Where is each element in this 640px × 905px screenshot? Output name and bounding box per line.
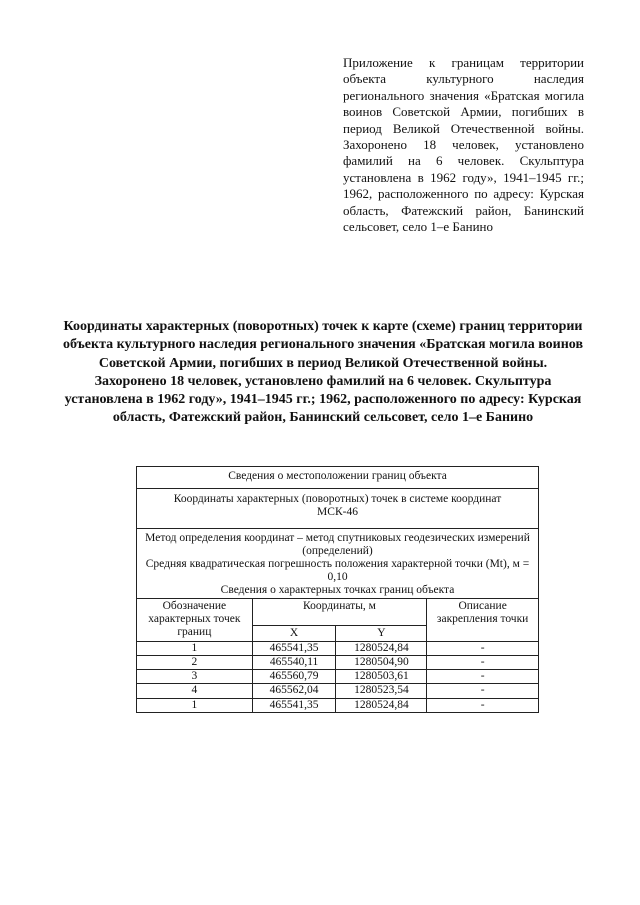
table-row [137, 656, 539, 670]
points-header-text: Сведения о характерных точках границ объекта [220, 584, 455, 597]
cell-y: 1280524,84 [336, 641, 427, 655]
cell-description: - [427, 670, 539, 684]
col-header-x: X [252, 625, 336, 641]
table-row [137, 670, 539, 684]
table-section-row [137, 528, 539, 598]
table-section-row [137, 467, 539, 489]
col-header-designation: Обозначение характерных точек границ [137, 598, 253, 641]
table-section-row [137, 489, 539, 528]
section-coordinate-system: Координаты характерных (поворотных) точек в системе координат МСК-46 [137, 489, 539, 528]
cell-description: - [427, 684, 539, 698]
cell-y: 1280504,90 [336, 656, 427, 670]
cell-y: 1280524,84 [336, 698, 427, 712]
cell-x: 465560,79 [252, 670, 336, 684]
col-header-coordinates: Координаты, м [252, 598, 427, 625]
cell-x: 465541,35 [252, 641, 336, 655]
appendix-note: Приложение к границам территории объекта культурного наследия регионального значения «Братская могила воинов Советской Армии, погибших в период Великой Отечественной войны. Захоронено 18 человек, установлено фамилий на 6 человек. Скульптура установлена в 1962 году», 1941–1945 гг.; 1962, расположенного по адресу: Курская область, Фатежский район, Банинский сельсовет, село 1–е Банино [343, 55, 584, 235]
cell-point-id: 1 [137, 698, 253, 712]
cell-description: - [427, 641, 539, 655]
col-header-y: Y [336, 625, 427, 641]
cell-x: 465562,04 [252, 684, 336, 698]
cell-x: 465541,35 [252, 698, 336, 712]
cell-point-id: 2 [137, 656, 253, 670]
coordinates-table [136, 466, 539, 713]
cell-point-id: 3 [137, 670, 253, 684]
col-header-description: Описание закрепления точки [427, 598, 539, 641]
document-title: Координаты характерных (поворотных) точек к карте (схеме) границ территории объекта культурного наследия регионального значения «Братская могила воинов Советской Армии, погибших в период Великой Отечественной войны. Захоронено 18 человек, установлено фамилий на 6 человек. Скульптура установлена в 1962 году», 1941–1945 гг.; 1962, расположенного по адресу: Курская область, Фатежский район, Банинский сельсовет, село 1–е Банино [62, 319, 584, 426]
cell-description: - [427, 698, 539, 712]
table-row [137, 684, 539, 698]
table-row [137, 641, 539, 655]
accuracy-text: Средняя квадратическая погрешность положения характерной точки (Mt), м = 0,10 [145, 558, 530, 584]
cell-point-id: 1 [137, 641, 253, 655]
cell-point-id: 4 [137, 684, 253, 698]
table-header-row [137, 598, 539, 625]
method-text: Метод определения координат – метод спутниковых геодезических измерений (определений) [145, 531, 530, 557]
section-method [137, 528, 539, 598]
cell-x: 465540,11 [252, 656, 336, 670]
table-row [137, 698, 539, 712]
cell-y: 1280503,61 [336, 670, 427, 684]
cell-description: - [427, 656, 539, 670]
section-location-header: Сведения о местоположении границ объекта [137, 467, 539, 489]
cell-y: 1280523,54 [336, 684, 427, 698]
